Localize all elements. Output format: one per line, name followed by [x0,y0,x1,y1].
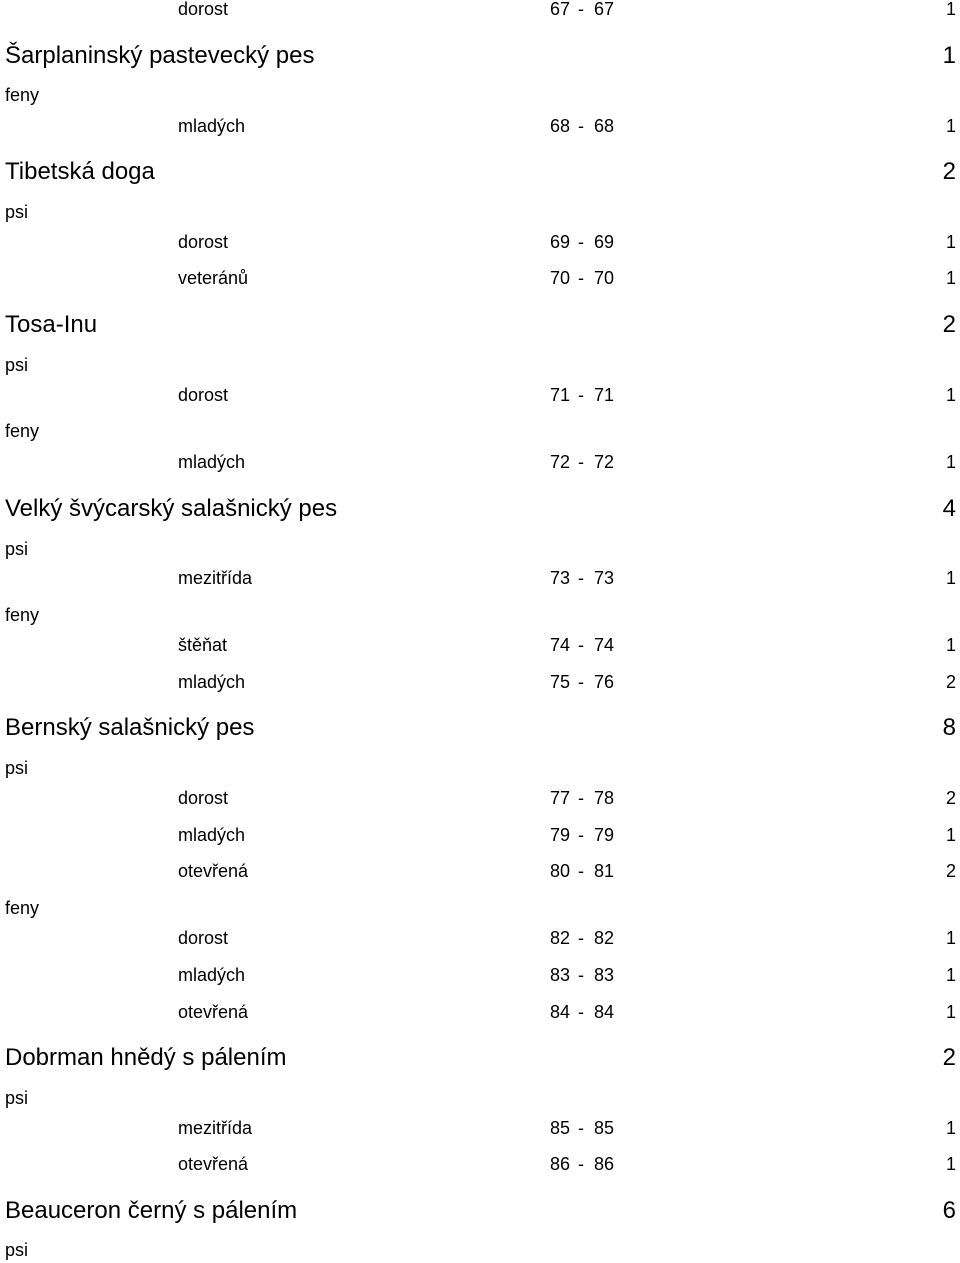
breed-header-row [0,495,960,523]
sex-label: psi [5,202,29,222]
class-row [0,860,960,882]
class-count: 1 [945,232,956,252]
range-dash: - [578,1002,584,1022]
class-row [0,384,960,406]
class-row [0,115,960,137]
class-name: mezitřída [178,1118,253,1138]
breed-name: Šarplaninský pastevecký pes [5,42,315,69]
class-row [0,267,960,289]
range-start: 71 [550,385,571,405]
class-row [0,567,960,589]
sex-row [0,84,960,106]
range-dash: - [578,825,584,845]
sex-label: psi [5,758,29,778]
range-start: 74 [550,635,571,655]
range-dash: - [578,635,584,655]
range-dash: - [578,928,584,948]
class-count: 1 [945,116,956,136]
breed-count: 2 [942,1044,956,1071]
class-row [0,1001,960,1023]
range-start: 79 [550,825,571,845]
range-dash: - [578,1154,584,1174]
breed-name: Bernský salašnický pes [5,714,255,741]
class-name: mladých [178,965,246,985]
breed-name: Velký švýcarský salašnický pes [5,495,338,522]
range-end: 85 [594,1118,615,1138]
range-end: 70 [594,268,615,288]
range-dash: - [578,672,584,692]
class-name: dorost [178,232,229,252]
range-start: 73 [550,568,571,588]
range-end: 68 [594,116,615,136]
breed-count: 1 [942,42,956,69]
class-name: štěňat [178,635,228,655]
class-count: 1 [945,1002,956,1022]
breed-count: 6 [942,1197,956,1224]
class-row [0,824,960,846]
range-dash: - [578,385,584,405]
range-start: 77 [550,788,571,808]
range-start: 68 [550,116,571,136]
range-end: 73 [594,568,615,588]
range-end: 86 [594,1154,615,1174]
range-start: 85 [550,1118,571,1138]
range-end: 72 [594,452,615,472]
range-start: 69 [550,232,571,252]
range-end: 82 [594,928,615,948]
class-name: mladých [178,116,246,136]
class-name: mezitřída [178,568,253,588]
range-dash: - [578,965,584,985]
class-count: 1 [945,1154,956,1174]
breed-count: 2 [942,158,956,185]
breed-header-row [0,311,960,339]
breed-name: Tosa-Inu [5,311,98,338]
breed-count: 2 [942,311,956,338]
range-end: 81 [594,861,615,881]
breed-name: Beauceron černý s pálením [5,1197,298,1224]
class-count: 2 [945,672,956,692]
class-count: 1 [945,0,956,19]
class-row [0,231,960,253]
range-dash: - [578,268,584,288]
sex-label: feny [5,85,40,105]
sex-row [0,354,960,376]
class-name: dorost [178,385,229,405]
class-name: otevřená [178,861,249,881]
range-dash: - [578,788,584,808]
range-dash: - [578,568,584,588]
range-dash: - [578,861,584,881]
sex-row [0,201,960,223]
class-row [0,671,960,693]
range-end: 83 [594,965,615,985]
class-name: mladých [178,825,246,845]
class-row [0,964,960,986]
class-count: 1 [945,965,956,985]
range-end: 79 [594,825,615,845]
sex-label: feny [5,605,40,625]
range-start: 72 [550,452,571,472]
range-end: 76 [594,672,615,692]
class-name: dorost [178,788,229,808]
range-end: 78 [594,788,615,808]
sex-row [0,420,960,442]
breed-name: Tibetská doga [5,158,155,185]
range-end: 71 [594,385,615,405]
range-start: 75 [550,672,571,692]
class-row [0,1153,960,1175]
range-start: 82 [550,928,571,948]
class-name: otevřená [178,1154,249,1174]
class-count: 1 [945,635,956,655]
class-count: 1 [945,268,956,288]
sex-label: feny [5,898,40,918]
class-count: 1 [945,385,956,405]
class-count: 1 [945,928,956,948]
sex-label: psi [5,1088,29,1108]
class-name: dorost [178,0,229,19]
class-name: mladých [178,452,246,472]
range-dash: - [578,0,584,19]
breed-count: 4 [942,495,956,522]
breed-header-row [0,1197,960,1225]
breed-header-row [0,158,960,186]
range-end: 67 [594,0,615,19]
range-start: 67 [550,0,571,19]
sex-label: feny [5,421,40,441]
class-name: dorost [178,928,229,948]
class-row [0,1117,960,1139]
sex-label: psi [5,1240,29,1260]
class-row [0,0,960,20]
sex-row [0,757,960,779]
class-count: 1 [945,452,956,472]
range-start: 84 [550,1002,571,1022]
sex-row [0,604,960,626]
breed-header-row [0,42,960,70]
class-row [0,927,960,949]
class-count: 1 [945,568,956,588]
breed-name: Dobrman hnědý s pálením [5,1044,287,1071]
class-count: 1 [945,825,956,845]
range-start: 86 [550,1154,571,1174]
sex-row [0,538,960,560]
sex-label: psi [5,355,29,375]
class-count: 2 [945,788,956,808]
sex-row [0,1239,960,1261]
range-end: 84 [594,1002,615,1022]
class-count: 2 [945,861,956,881]
range-dash: - [578,452,584,472]
range-start: 83 [550,965,571,985]
class-row [0,451,960,473]
range-end: 69 [594,232,615,252]
range-start: 70 [550,268,571,288]
range-start: 80 [550,861,571,881]
breed-count: 8 [942,714,956,741]
class-row [0,634,960,656]
range-dash: - [578,232,584,252]
range-dash: - [578,1118,584,1138]
class-name: otevřená [178,1002,249,1022]
breed-header-row [0,714,960,742]
class-name: mladých [178,672,246,692]
class-row [0,787,960,809]
class-count: 1 [945,1118,956,1138]
sex-label: psi [5,539,29,559]
class-name: veteránů [178,268,249,288]
breed-header-row [0,1044,960,1072]
range-end: 74 [594,635,615,655]
sex-row [0,1087,960,1109]
range-dash: - [578,116,584,136]
sex-row [0,897,960,919]
